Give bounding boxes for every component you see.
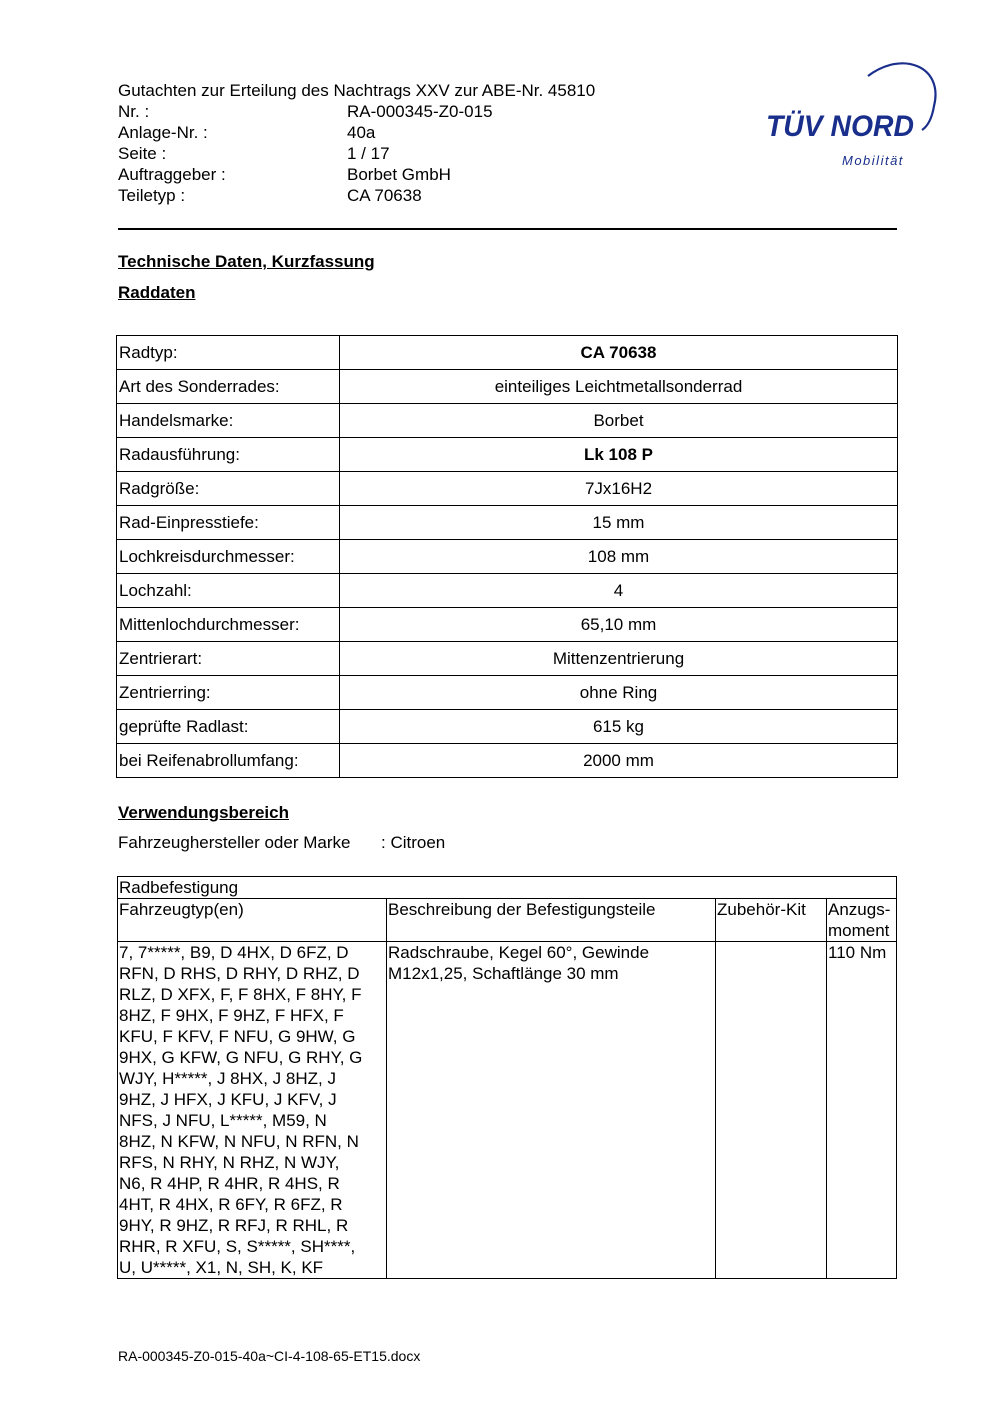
footer-filename: RA-000345-Z0-015-40a~CI-4-108-65-ET15.docx (118, 1348, 421, 1364)
beschreibung-cell (387, 942, 716, 1279)
logo-sub-text: Mobilität (842, 153, 904, 168)
fahrzeughersteller-line (118, 833, 445, 853)
table-row (117, 506, 898, 540)
row-value: einteiliges Leichtmetallsonderrad (340, 370, 898, 404)
type-line: 9HZ, J HFX, J KFU, J KFV, J (119, 1090, 337, 1109)
row-value: 615 kg (340, 710, 898, 744)
col-header-anzugsmoment (827, 899, 897, 942)
type-line: RLZ, D XFX, F, F 8HX, F 8HY, F (119, 985, 362, 1004)
desc-line: Radschraube, Kegel 60°, Gewinde (388, 943, 650, 962)
type-line: 9HX, G KFW, G NFU, G RHY, G (119, 1048, 363, 1067)
table-row (118, 942, 897, 1279)
type-line: NFS, J NFU, L*****, M59, N (119, 1111, 327, 1130)
table-row (117, 472, 898, 506)
header-label: Anlage-Nr. : (118, 123, 208, 142)
fahrzeughersteller-label: Fahrzeughersteller oder Marke (118, 833, 351, 852)
type-line: 7, 7*****, B9, D 4HX, D 6FZ, D (119, 943, 349, 962)
row-value: 65,10 mm (340, 608, 898, 642)
row-label: Lochzahl: (117, 574, 340, 608)
col-header-beschreibung: Beschreibung der Befestigungsteile (387, 899, 716, 942)
header-divider (118, 228, 897, 230)
zubehoer-kit-cell (716, 942, 827, 1279)
row-value: 7Jx16H2 (340, 472, 898, 506)
row-label: Mittenlochdurchmesser: (117, 608, 340, 642)
header-row-auftraggeber (118, 164, 595, 185)
header-label: Auftraggeber : (118, 165, 226, 184)
header-value: CA 70638 (347, 186, 422, 205)
logo-brand-text: TÜV NORD (766, 110, 914, 143)
col-header-fahrzeugtyp: Fahrzeugtyp(en) (118, 899, 387, 942)
table-row (117, 336, 898, 370)
section-title: Technische Daten, Kurzfassung (118, 252, 375, 271)
table-caption-row (118, 877, 897, 899)
type-line: RFS, N RHY, N RHZ, N WJY, (119, 1153, 340, 1172)
header-label: Seite : (118, 144, 167, 163)
row-value: Borbet (340, 404, 898, 438)
row-value: CA 70638 (340, 336, 898, 370)
row-label: Radgröße: (117, 472, 340, 506)
type-line: RFN, D RHS, D RHY, D RHZ, D (119, 964, 360, 983)
raddaten-table (116, 335, 898, 778)
header-value: 1 / 17 (347, 144, 390, 163)
type-line: N6, R 4HP, R 4HR, R 4HS, R (119, 1174, 340, 1193)
type-line: RHR, R XFU, S, S*****, SH****, (119, 1237, 356, 1256)
row-label: Radausführung: (117, 438, 340, 472)
table-header-row (118, 899, 897, 942)
row-value: Mittenzentrierung (340, 642, 898, 676)
anzugsmoment-cell: 110 Nm (827, 942, 897, 1279)
row-label: Art des Sonderrades: (117, 370, 340, 404)
logo-graphic (762, 56, 942, 174)
row-value: 15 mm (340, 506, 898, 540)
header-label: Nr. : (118, 102, 150, 121)
header-row-nr (118, 101, 595, 122)
radbefestigung-caption: Radbefestigung (118, 877, 897, 899)
table-row (117, 744, 898, 778)
row-label: Lochkreisdurchmesser: (117, 540, 340, 574)
table-row (117, 574, 898, 608)
table-row (117, 370, 898, 404)
header-row-anlage (118, 122, 595, 143)
row-label: Handelsmarke: (117, 404, 340, 438)
anzugsmoment-line-1: Anzugs- (828, 900, 891, 919)
header-row-teiletyp (118, 185, 595, 206)
type-line: KFU, F KFV, F NFU, G 9HW, G (119, 1027, 356, 1046)
type-line: 4HT, R 4HX, R 6FY, R 6FZ, R (119, 1195, 343, 1214)
header-label: Teiletyp : (118, 186, 186, 205)
fahrzeughersteller-value: : Citroen (381, 833, 446, 852)
row-label: Radtyp: (117, 336, 340, 370)
desc-line: M12x1,25, Schaftlänge 30 mm (388, 964, 619, 983)
header-value: RA-000345-Z0-015 (347, 102, 493, 121)
header-value: 40a (347, 123, 376, 142)
row-value: ohne Ring (340, 676, 898, 710)
row-label: geprüfte Radlast: (117, 710, 340, 744)
fahrzeugtypen-cell (118, 942, 387, 1279)
document-title: Gutachten zur Erteilung des Nachtrags XXV zur ABE-Nr. 45810 (118, 81, 596, 100)
radbefestigung-table (117, 876, 897, 1279)
verwendungsbereich-heading: Verwendungsbereich (118, 803, 289, 822)
type-line: 8HZ, F 9HX, F 9HZ, F HFX, F (119, 1006, 344, 1025)
table-row (117, 676, 898, 710)
header-value: Borbet GmbH (347, 165, 451, 184)
row-label: bei Reifenabrollumfang: (117, 744, 340, 778)
col-header-zubehoer-kit: Zubehör-Kit (716, 899, 827, 942)
raddaten-heading: Raddaten (118, 283, 196, 302)
type-line: 9HY, R 9HZ, R RFJ, R RHL, R (119, 1216, 349, 1235)
row-value: Lk 108 P (340, 438, 898, 472)
type-line: WJY, H*****, J 8HX, J 8HZ, J (119, 1069, 336, 1088)
tuev-nord-logo (762, 56, 942, 174)
row-label: Rad-Einpresstiefe: (117, 506, 340, 540)
table-row (117, 438, 898, 472)
row-value: 108 mm (340, 540, 898, 574)
header-row-seite (118, 143, 595, 164)
table-row (117, 642, 898, 676)
table-row (117, 540, 898, 574)
anzugsmoment-line-2: moment (828, 921, 890, 940)
row-label: Zentrierring: (117, 676, 340, 710)
table-row (117, 404, 898, 438)
table-row (117, 608, 898, 642)
type-line: U, U*****, X1, N, SH, K, KF (119, 1258, 324, 1277)
table-row (117, 710, 898, 744)
row-value: 2000 mm (340, 744, 898, 778)
type-line: 8HZ, N KFW, N NFU, N RFN, N (119, 1132, 359, 1151)
row-value: 4 (340, 574, 898, 608)
row-label: Zentrierart: (117, 642, 340, 676)
document-header (118, 80, 595, 206)
